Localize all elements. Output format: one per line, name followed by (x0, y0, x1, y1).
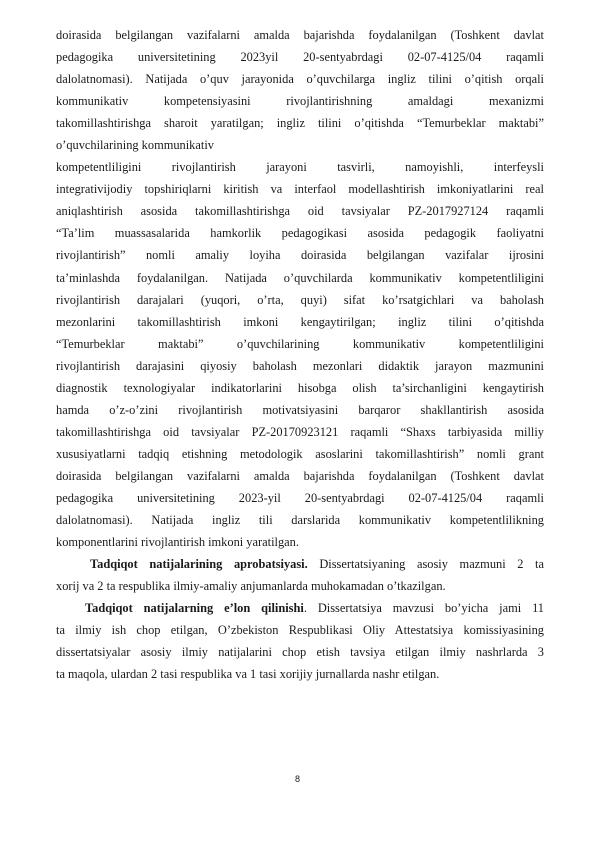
publications-text: . Dissertatsiya mavzusi bo’yicha jami 11 (303, 601, 545, 616)
text-line: doirasida belgilangan vazifalarni amalda bajarishda foydalanilgan (Toshkent davlat (56, 28, 544, 42)
text-line: mezonlarini takomillashtirish imkoni kengaytirilgan; ingliz tilini o’qitishda (56, 314, 544, 329)
text-line: dalolatnomasi). Natijada o’quv jarayonida o’quvchilarga ingliz tilini o’qitish orqali (56, 72, 544, 87)
text-line: ta ilmiy ish chop etilgan, O’zbekiston Respublikasi Oliy Attestatsiya komissiyasining (56, 623, 544, 638)
text-line: dalolatnomasi). Natijada ingliz tili darslarida kommunikativ kompetentlilikning (56, 513, 544, 528)
approbation-heading: Tadqiqot natijalarining aprobatsiyasi. (90, 557, 308, 572)
text-line: pedagogika universitetining 2023yil 20-sentyabrdagi 02-07-4125/04 raqamli (56, 50, 544, 65)
text-line: “Temurbeklar maktabi” o’quvchilarining kommunikativ kompetentliligini (56, 336, 544, 351)
publications-heading: Tadqiqot natijalarning e’lon qilinishi (85, 601, 304, 616)
text-line (56, 553, 544, 575)
text-line: takomillashtirishga sharoit yaratilgan; ingliz tilini o’qitishda “Temurbeklar maktabi” (56, 116, 544, 131)
text-line: diagnostik texnologiyalar indikatorlarini hisobga olish ta’sirchanligini kengaytirish (56, 380, 544, 395)
text-line: dissertatsiyalar asosiy ilmiy natijalarini chop etish tavsiya etilgan ilmiy nashrlarda 3 (56, 645, 544, 660)
text-line: rivojlantirish darajalari (yuqori, o’rta, quyi) sifat ko’rsatgichlari va baholash (56, 292, 544, 307)
text-line (56, 597, 544, 619)
text-line: ta maqola, ulardan 2 tasi respublika va 1 tasi xorijiy jurnallarda nashr etilgan. (56, 667, 440, 682)
text-line: “Ta’lim muassasalarida hamkorlik pedagogikasi asosida pedagogik faoliyatni (56, 226, 544, 241)
paragraph-approbation (56, 553, 544, 597)
body-text (56, 24, 544, 685)
text-line: xorij va 2 ta respublika ilmiy-amaliy anjumanlarda muhokamadan o’tkazilgan. (56, 579, 446, 594)
paragraph-publications (56, 597, 544, 685)
text-line: doirasida belgilangan vazifalarni amalda bajarishda foydalanilgan (Toshkent davlat (56, 468, 544, 483)
page-number: 8 (294, 774, 300, 784)
text-line: aniqlashtirish asosida takomillashtirishga oid tavsiyalar PZ-2017927124 raqamli (56, 204, 544, 219)
paragraph-1 (56, 24, 544, 156)
paragraph-2 (56, 156, 544, 553)
text-line: komponentlarini rivojlantirish imkoni yaratilgan. (56, 535, 299, 550)
text-line: integrativijodiy topshiriqlarni kiritish va interfaol modellashtirish imkoniyatlarini real (56, 182, 544, 197)
text-line: rivojlantirish darajasini qiyosiy baholash mezonlari didaktik jarayon mazmunini (56, 358, 544, 373)
text-line: ta’minlashda foydalanilgan. Natijada o’quvchilarda kommunikativ kompetentliligini (56, 270, 544, 285)
text-line: hamda o’z-o’zini rivojlantirish motivatsiyasini barqaror shakllantirish asosida (56, 402, 544, 417)
approbation-text: Dissertatsiyaning asosiy mazmuni 2 ta (307, 557, 544, 572)
text-line: pedagogika universitetining 2023-yil 20-sentyabrdagi 02-07-4125/04 raqamli (56, 490, 544, 505)
text-line: rivojlantirish” nomli amaliy loyiha doirasida belgilangan vazifalar ijrosini (56, 248, 544, 263)
text-line: xususiyatlarni tadqiq etishning metodologik asoslarini takomillashtirish” nomli grant (56, 446, 544, 461)
text-line: kompetentliligini rivojlantirish jarayoni tasvirli, namoyishli, interfeysli (56, 160, 544, 175)
text-line: o’quvchilarining kommunikativ (56, 138, 214, 153)
text-line: takomillashtirishga oid tavsiyalar PZ-20170923121 raqamli “Shaxs tarbiyasida milliy (56, 424, 544, 439)
text-line: kommunikativ kompetensiyasini rivojlantirishning amaldagi mexanizmi (56, 94, 544, 109)
